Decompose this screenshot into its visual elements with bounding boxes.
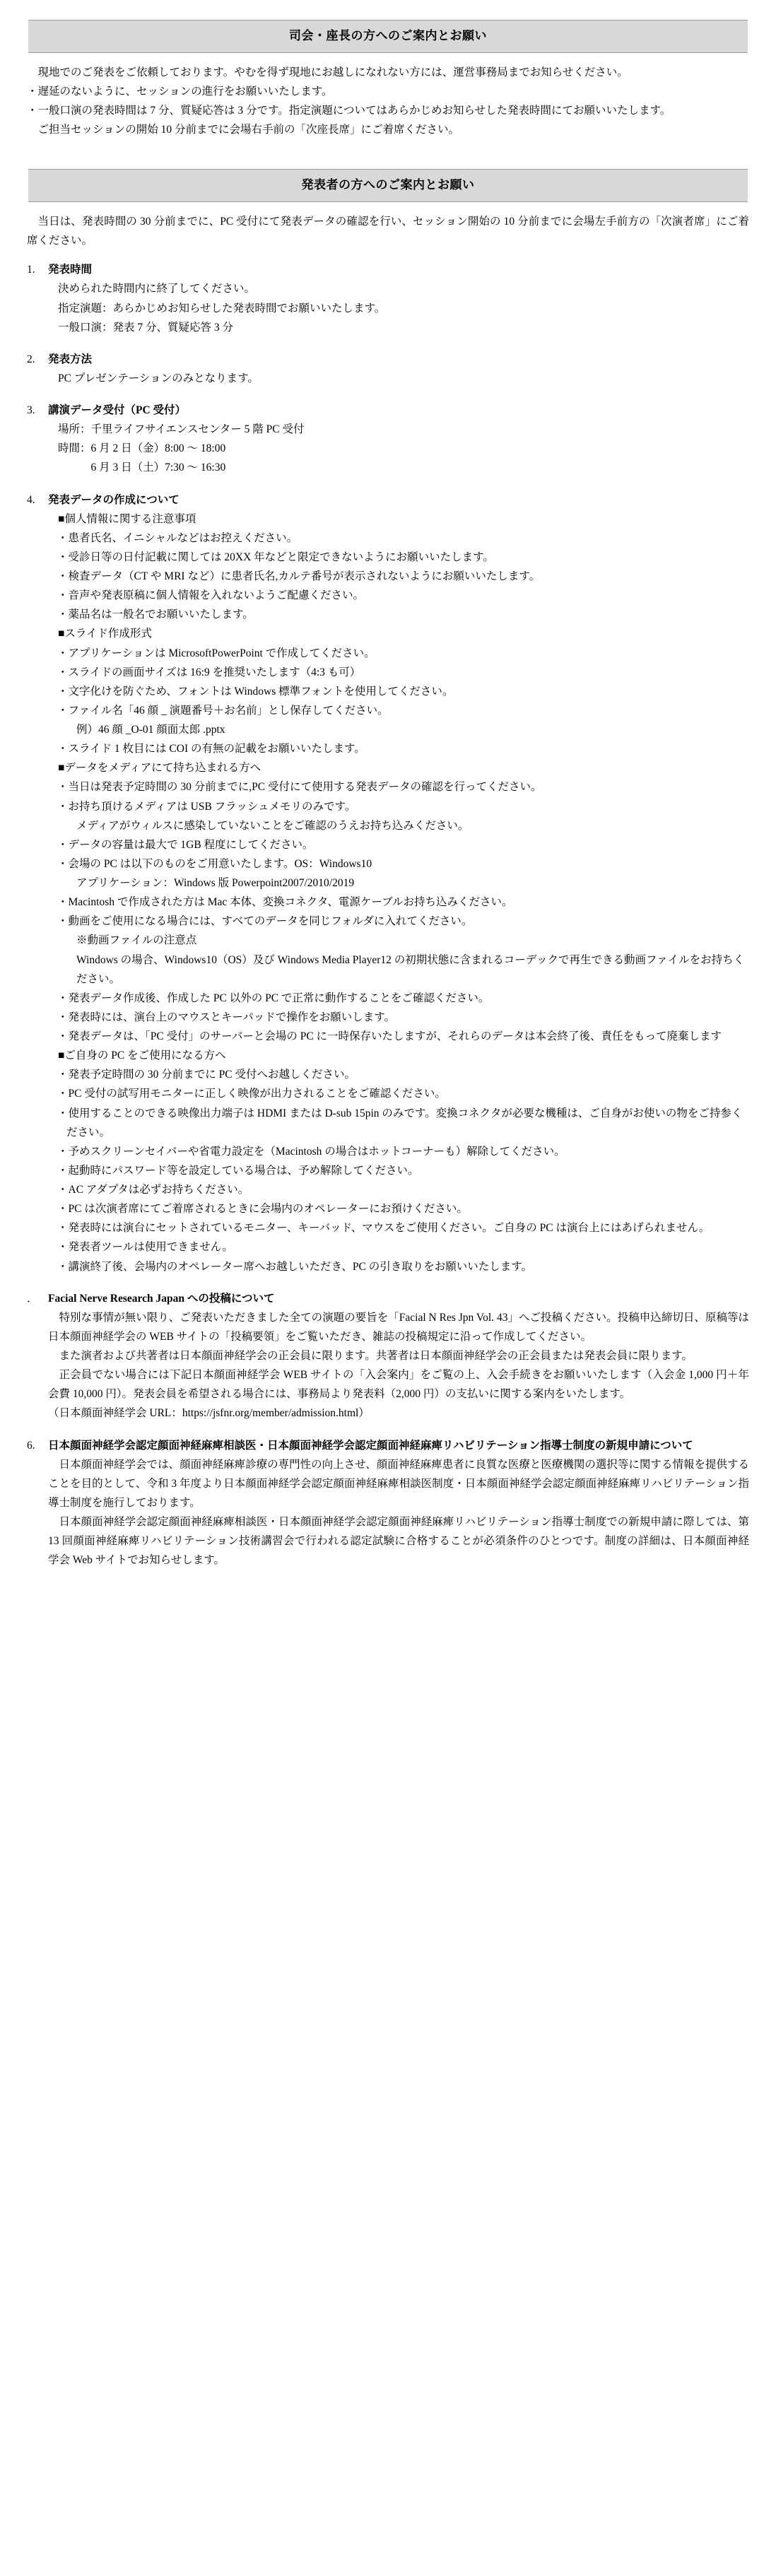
section-2-banner: 発表者の方へのご案内とお願い bbox=[28, 169, 748, 202]
item-line: PC プレゼンテーションのみとなります。 bbox=[58, 372, 259, 384]
bullet: ・ 起動時にパスワード等を設定している場合は、予め解除してください。 bbox=[48, 1161, 749, 1180]
bullet: ・ アプリケーションは MicrosoftPowerPoint で作成してください。 bbox=[48, 644, 749, 663]
bullet: ・ 文字化けを防ぐため、フォントは Windows 標準フォントを使用してください。 bbox=[48, 682, 749, 701]
bullet: ・ 発表データは、「PC 受付」のサーバーと会場の PC に一時保存いたしますが、それらのデータは本会終了後、責任をもって廃棄します bbox=[48, 1027, 749, 1046]
item-title: 発表データの作成について bbox=[48, 493, 180, 506]
bullet: ・ ファイル名「46 顔 _ 演題番号＋お名前」とし保存してください。 bbox=[48, 701, 749, 720]
section-2-intro: 当日は、発表時間の 30 分前までに、PC 受付にて発表データの確認を行い、セッション開始の 10 分前までに会場左手前方の「次演者席」にご着席ください。 bbox=[27, 216, 749, 247]
group-heading: ■個人情報に関する注意事項 bbox=[58, 512, 196, 525]
section-1-banner: 司会・座長の方へのご案内とお願い bbox=[28, 20, 748, 53]
item-number: 4. bbox=[27, 493, 35, 506]
bullet: ・ 使用することのできる映像出力端子は HDMI または D-sub 15pin のみです。変換コネクタが必要な機種は、ご自身がお使いの物をご持参ください。 bbox=[48, 1104, 749, 1142]
bullet-continuation: ※動画ファイルの注意点 bbox=[76, 934, 197, 947]
bullet-continuation: 例）46 顔 _O-01 顔面太郎 .pptx bbox=[76, 724, 225, 736]
section-2 bbox=[27, 169, 749, 202]
item-title: Facial Nerve Research Japan への投稿について bbox=[48, 1292, 275, 1305]
spacer bbox=[27, 340, 749, 350]
paragraph: ご担当セッションの開始 10 分前までに会場右手前の「次座長席」にご着席ください。 bbox=[37, 124, 459, 136]
group-heading: ■ご自身の PC をご使用になる方へ bbox=[58, 1049, 226, 1062]
spacer bbox=[27, 250, 749, 260]
bullet: ・ 当日は発表予定時間の 30 分前までに,PC 受付にて使用する発表データの確認を行ってください。 bbox=[48, 777, 749, 796]
paragraph: 現地でのご発表をご依頼しております。やむを得ず現地にお越しになれない方には、運営事務局までお知らせください。 bbox=[37, 66, 628, 78]
bullet: ・ 受診日等の日付記載に関しては 20XX 年などと限定できないようにお願いいたします。 bbox=[48, 548, 749, 567]
bullet: ・ 発表予定時間の 30 分前までに PC 受付へお越しください。 bbox=[48, 1065, 749, 1084]
group-heading: ■データをメディアにて持ち込まれる方へ bbox=[58, 762, 261, 775]
bullet: ・ 講演終了後、会場内のオペレーター席へお越しいただき、PC の引き取りをお願いいたします。 bbox=[48, 1257, 749, 1276]
spacer bbox=[27, 143, 749, 162]
item-title: 発表時間 bbox=[48, 264, 93, 276]
bullet: ・ AC アダプタは必ずお持ちください。 bbox=[48, 1180, 749, 1199]
item-title: 講演データ受付（PC 受付） bbox=[48, 404, 187, 416]
bullet: ・ 患者氏名、イニシャルなどはお控えください。 bbox=[48, 529, 749, 548]
paragraph: ・一般口演の発表時間は 7 分、質疑応答は 3 分です。指定演題についてはあらかじめお知らせした発表時間にてお願いいたします。 bbox=[27, 105, 671, 117]
spacer bbox=[27, 1279, 749, 1289]
bullet: ・ Macintosh で作成された方は Mac 本体、変換コネクタ、電源ケーブルお持ち込みください。 bbox=[48, 893, 749, 912]
list-item bbox=[27, 490, 749, 1276]
spacer bbox=[27, 481, 749, 490]
list-item bbox=[27, 260, 749, 337]
bullet: ・ 会場の PC は以下のものをご用意いたします。OS：Windows10 bbox=[48, 854, 749, 874]
bullet: ・ 発表者ツールは使用できません。 bbox=[48, 1237, 749, 1257]
paragraph: ・遅延のないように、セッションの進行をお願いいたします。 bbox=[27, 85, 333, 98]
bullet: ・ 検査データ（CT や MRI など）に患者氏名,カルテ番号が表示されないようにお願いいたします。 bbox=[48, 567, 749, 586]
item-line: 6 月 3 日（土）7:30 〜 16:30 bbox=[58, 461, 226, 474]
bullet: ・ PC 受付の試写用モニターに正しく映像が出力されることをご確認ください。 bbox=[48, 1084, 749, 1103]
group-heading: ■スライド作成形式 bbox=[58, 628, 152, 640]
list-item bbox=[27, 401, 749, 478]
section-1-body bbox=[27, 63, 749, 140]
paragraph-url[interactable]: （日本顔面神経学会 URL：https://jsfnr.org/member/admission.html） bbox=[48, 1407, 370, 1420]
item-line: 時間：6 月 2 日（金）8:00 〜 18:00 bbox=[58, 442, 226, 455]
bullet: ・ スライド 1 枚目には COI の有無の記載をお願いいたします。 bbox=[48, 739, 749, 758]
item-line: 一般口演：発表 7 分、質疑応答 3 分 bbox=[58, 321, 234, 334]
spacer bbox=[27, 391, 749, 401]
list-item bbox=[27, 350, 749, 388]
list-item bbox=[27, 1289, 749, 1423]
section-1 bbox=[27, 20, 749, 53]
bullet-continuation: アプリケーション：Windows 版 Powerpoint2007/2010/2019 bbox=[76, 877, 355, 889]
bullet: ・ 発表データ作成後、作成した PC 以外の PC で正常に動作することをご確認ください。 bbox=[48, 989, 749, 1008]
bullet: ・ お持ち頂けるメディアは USB フラッシュメモリのみです。 bbox=[48, 797, 749, 816]
paragraph: 正会員でない場合には下記日本顔面神経学会 WEB サイトの「入会案内」をご覧の上、入会手続きをお願いいたします（入会金 1,000 円＋年会費 10,000 円）。発表会員を希望される場合には、事務局より発表料（2,000 円）の支払いに関する案内をいたします。 bbox=[48, 1369, 749, 1401]
item-number: 6. bbox=[27, 1439, 35, 1452]
paragraph: 日本顔面神経学会では、顔面神経麻痺診療の専門性の向上させ、顔面神経麻痺患者に良質な医療と医療機関の選択等に関する情報を提供することを目的として、令和 3 年度より日本顔面神経学会認定顔面神経麻痺相談医制度・日本顔面神経学会認定顔面神経麻痺リハビリテーション指導士制度を施行しております。 bbox=[48, 1458, 749, 1509]
item-number: ． bbox=[27, 1292, 38, 1305]
item-number: 2. bbox=[27, 353, 35, 365]
item-line: 場所：千里ライフサイエンスセンター 5 階 PC 受付 bbox=[58, 423, 305, 436]
paragraph: 日本顔面神経学会認定顔面神経麻痺相談医・日本顔面神経学会認定顔面神経麻痺リハビリテーション指導士制度での新規申請に際しては、第 13 回顔面神経麻痺リハビリテーション技術講習会で行われる認定試験に合格することが必須条件のひとつです。制度の詳細は、日本顔面神経学会 Web サイトでお知らせします。 bbox=[48, 1516, 749, 1567]
bullet: ・ 音声や発表原稿に個人情報を入れないようご配慮ください。 bbox=[48, 586, 749, 605]
bullet: ・ 薬品名は一般名でお願いいたします。 bbox=[48, 605, 749, 624]
item-number: 1. bbox=[27, 264, 35, 276]
spacer bbox=[27, 1426, 749, 1436]
bullet: ・ 発表時には、演台上のマウスとキーパッドで操作をお願いします。 bbox=[48, 1008, 749, 1027]
bullet: ・ 動画をご使用になる場合には、すべてのデータを同じフォルダに入れてください。 bbox=[48, 912, 749, 931]
paragraph: 特別な事情が無い限り、ご発表いただきました全ての演題の要旨を「Facial N Res Jpn Vol. 43」へご投稿ください。投稿申込締切日、原稿等は日本顔面神経学会の WEB サイトの「投稿要領」をご覧いただき、雑誌の投稿規定に沿って作成してください。 bbox=[48, 1311, 749, 1343]
list-item bbox=[27, 1436, 749, 1570]
item-title: 発表方法 bbox=[48, 353, 93, 365]
paragraph: また演者および共著者は日本顔面神経学会の正会員に限ります。共著者は日本顔面神経学会の正会員または発表会員に限ります。 bbox=[59, 1350, 693, 1362]
bullet: ・ 発表時には演台にセットされているモニター、キーバッド、マウスをご使用ください。ご自身の PC は演台上にはあげられません。 bbox=[48, 1218, 749, 1237]
bullet: ・ スライドの画面サイズは 16:9 を推奨いたします（4:3 も可） bbox=[48, 663, 749, 682]
bullet: ・ 予めスクリーンセイバーや省電力設定を（Macintosh の場合はホットコーナーも）解除してください。 bbox=[48, 1142, 749, 1161]
bullet: ・ データの容量は最大で 1GB 程度にしてください。 bbox=[48, 835, 749, 854]
bullet: ・ PC は次演者席にてご着席されるときに会場内のオペレーターにお預けください。 bbox=[48, 1199, 749, 1218]
bullet-continuation: メディアがウィルスに感染していないことをご確認のうえお持ち込みください。 bbox=[76, 819, 469, 832]
bullet-continuation: Windows の場合、Windows10（OS）及び Windows Media Player12 の初期状態に含まれるコーデックで再生できる動画ファイルをお持ちください。 bbox=[76, 953, 745, 985]
item-number: 3. bbox=[27, 404, 35, 416]
item-line: 決められた時間内に終了してください。 bbox=[58, 283, 256, 295]
item-title: 日本顔面神経学会認定顔面神経麻痺相談医・日本顔面神経学会認定顔面神経麻痺リハビリテーション指導士制度の新規申請について bbox=[48, 1439, 693, 1452]
section-2-items bbox=[27, 260, 749, 1570]
item-line: 指定演題：あらかじめお知らせした発表時間でお願いいたします。 bbox=[58, 302, 386, 314]
